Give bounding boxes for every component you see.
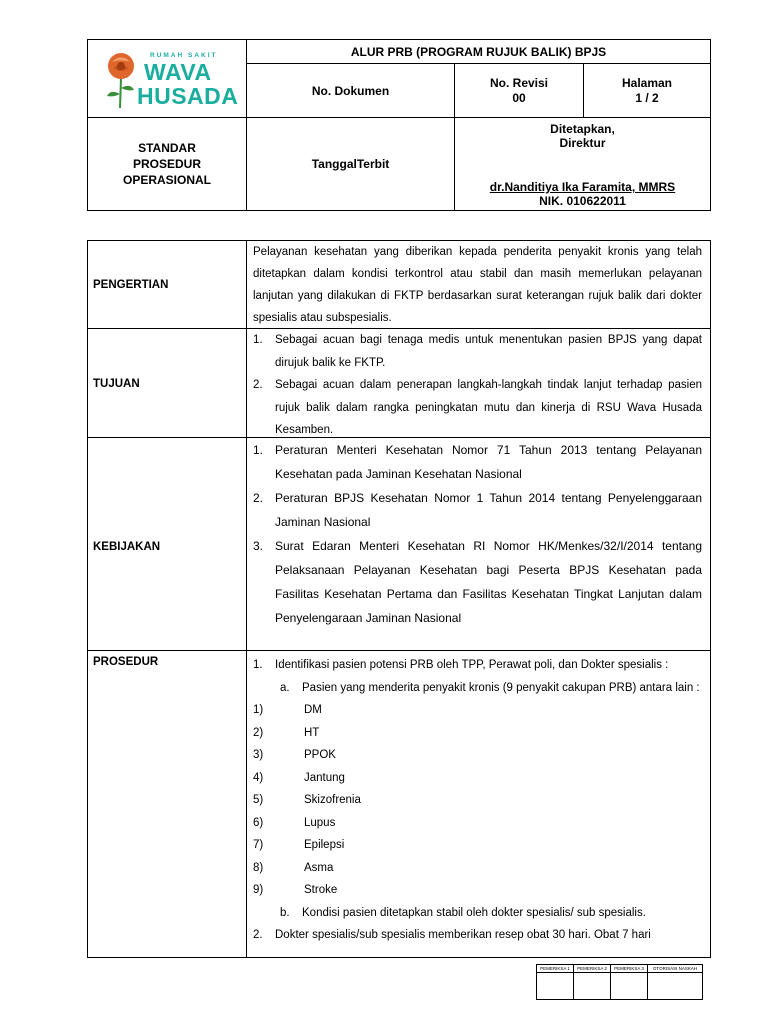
kebijakan-content-cell [246, 437, 711, 651]
list-item: 2. Sebagai acuan dalam penerapan langkah-langkah tindak lanjut terhadap pasien rujuk balik dalam rangka peningkatan mutu dan kinerja di RSU Wava Husada Kesamben. [253, 379, 702, 436]
logo-line2: HUSADA [137, 83, 239, 109]
revision-label: No. Revisi [489, 75, 549, 90]
footer-sign-box-3 [610, 972, 648, 1000]
disease-item: 6) Lupus [253, 816, 336, 829]
sop-cell [87, 117, 247, 211]
tujuan-content-cell [246, 328, 711, 438]
list-item: 2. Dokter spesialis/sub spesialis memberikan resep obat 30 hari. Obat 7 hari [253, 929, 651, 941]
approved-line2: Direktur [559, 136, 606, 150]
revision-value: 00 [512, 90, 526, 105]
page-cell [583, 63, 711, 118]
kebijakan-list [253, 438, 702, 630]
prosedur-label: PROSEDUR [93, 656, 159, 668]
list-item: a. Pasien yang menderita penyakit kronis (9 penyakit cakupan PRB) antara lain : [280, 681, 700, 694]
doc-title: ALUR PRB (PROGRAM RUJUK BALIK) BPJS [246, 39, 711, 64]
footer-col-3: PEMERIKSA 3 [610, 964, 648, 973]
pengertian-label-cell [87, 240, 247, 329]
logo-cell [87, 39, 247, 118]
disease-item: 5) Skizofrenia [253, 794, 361, 806]
kebijakan-label-cell [87, 437, 247, 651]
tujuan-label-cell [87, 328, 247, 438]
doc-number-label: No. Dokumen [246, 63, 455, 118]
disease-item: 3) PPOK [253, 749, 336, 761]
prosedur-label-cell [87, 650, 247, 958]
list-item: 3. Surat Edaran Menteri Kesehatan RI Nomor HK/Menkes/32/I/2014 tentang Pelaksanaan Pelayanan Kesehatan bagi Peserta BPJS Kesehatan pada Fasilitas Kesehatan Pertama dan Fasilitas Kesehatan Tingkat Lanjutan dalam Penyelengaraan Jaminan Nasional [253, 539, 702, 625]
approval-cell [454, 117, 711, 211]
list-item: b. Kondisi pasien ditetapkan stabil oleh dokter spesialis/ sub spesialis. [280, 906, 646, 919]
logo-line1: WAVA [144, 59, 212, 85]
footer-sign-box-4 [647, 972, 703, 1000]
footer-col-1: PEMERIKSA 1 [536, 964, 574, 973]
sop-line3: OPERASIONAL [122, 173, 211, 187]
tujuan-label: TUJUAN [93, 378, 140, 390]
disease-item: 8) Asma [253, 861, 334, 874]
pengertian-content-cell [246, 240, 711, 329]
list-item: 1. Sebagai acuan bagi tenaga medis untuk menentukan pasien BPJS yang dapat dirujuk balik ke FKTP. [253, 334, 702, 369]
approved-line1: Ditetapkan, [550, 122, 615, 136]
list-item: 2. Peraturan BPJS Kesehatan Nomor 1 Tahun 2014 tentang Penyelenggaraan Jaminan Nasional [253, 491, 702, 529]
list-item: 1. Identifikasi pasien potensi PRB oleh TPP, Perawat poli, dan Dokter spesialis : [253, 659, 669, 671]
list-item: 1. Peraturan Menteri Kesehatan Nomor 71 Tahun 2013 tentang Pelayanan Kesehatan pada Jaminan Kesehatan Nasional [253, 443, 702, 481]
rose-logo-icon [103, 50, 139, 110]
disease-item: 2) HT [253, 726, 320, 739]
page-value: 1 / 2 [635, 90, 659, 105]
issue-date-label: TanggalTerbit [246, 117, 455, 211]
director-name: dr.Nanditiya Ika Faramita, MMRS [489, 180, 676, 194]
tujuan-list [253, 329, 702, 442]
sop-line2: PROSEDUR [132, 157, 201, 171]
pengertian-text: Pelayanan kesehatan yang diberikan kepada penderita penyakit kronis yang telah ditetapkan dalam kondisi terkontrol atau stabil dan masih memerlukan pelayanan lanjutan yang dilakukan di FKTP berdasarkan surat keterangan rujuk balik dari dokter spesialis atau subspesialis. [253, 246, 702, 324]
disease-item: 1) DM [253, 704, 322, 716]
prosedur-list [253, 654, 702, 947]
prosedur-content-cell [246, 650, 711, 958]
kebijakan-label: KEBIJAKAN [93, 541, 161, 553]
pengertian-label: PENGERTIAN [93, 279, 169, 291]
disease-item: 7) Epilepsi [253, 839, 345, 851]
director-nik: NIK. 010622011 [539, 194, 626, 208]
disease-item: 9) Stroke [253, 884, 338, 896]
sop-line1: STANDAR [138, 141, 196, 155]
footer-col-4: OTORISASI NASKAH [647, 964, 703, 973]
revision-cell [454, 63, 584, 118]
logo-small-text: RUMAH SAKIT [150, 52, 218, 59]
footer-col-2: PEMERIKSA 2 [573, 964, 611, 973]
approval-footer [536, 964, 703, 1000]
page-label: Halaman [621, 75, 673, 90]
footer-sign-box-2 [573, 972, 611, 1000]
disease-item: 4) Jantung [253, 771, 345, 784]
footer-sign-box-1 [536, 972, 574, 1000]
